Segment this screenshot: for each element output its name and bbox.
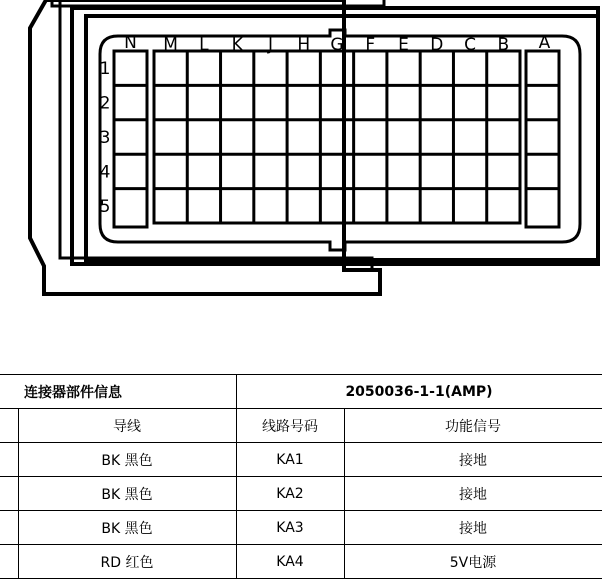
- column-label: K: [231, 35, 243, 55]
- row-label: 1: [99, 59, 111, 80]
- column-label: N: [124, 33, 137, 53]
- header-wire: 导线: [18, 409, 236, 443]
- row-label: 4: [99, 162, 111, 183]
- column-label: F: [365, 35, 376, 55]
- table-row: [0, 477, 602, 511]
- column-label: H: [297, 35, 311, 55]
- header-code: 线路号码: [236, 409, 344, 443]
- column-label: E: [398, 35, 409, 55]
- pin-grid-main: [154, 51, 520, 223]
- pin-column-a: [526, 51, 559, 227]
- table-title-row: [0, 375, 602, 409]
- code-cell: KA3: [236, 511, 344, 545]
- table-edge-cell: [0, 545, 18, 579]
- table-edge-cell: [0, 409, 18, 443]
- column-label: D: [430, 35, 444, 55]
- connector-info-table: [0, 374, 602, 579]
- function-cell: 接地: [344, 511, 602, 545]
- column-label: C: [464, 35, 477, 55]
- header-function: 功能信号: [344, 409, 602, 443]
- function-cell: 接地: [344, 477, 602, 511]
- code-cell: KA2: [236, 477, 344, 511]
- table-edge-cell: [0, 477, 18, 511]
- row-label: 5: [99, 196, 111, 217]
- table-header-row: [0, 409, 602, 443]
- wire-cell: BK 黑色: [18, 477, 236, 511]
- code-cell: KA1: [236, 443, 344, 477]
- table-row: [0, 443, 602, 477]
- column-label: L: [199, 35, 209, 55]
- column-label: M: [163, 35, 178, 55]
- table-title: 连接器部件信息: [0, 375, 236, 409]
- pin-grid: [114, 51, 559, 227]
- row-label: 2: [99, 93, 111, 114]
- connector-cavity: [100, 30, 580, 250]
- pin-column-n: [114, 51, 147, 227]
- wire-cell: BK 黑色: [18, 443, 236, 477]
- table-row: [0, 545, 602, 579]
- function-cell: 接地: [344, 443, 602, 477]
- part-number: 2050036-1-1(AMP): [236, 375, 602, 409]
- column-label: A: [538, 33, 551, 53]
- table-row: [0, 511, 602, 545]
- wire-cell: RD 红色: [18, 545, 236, 579]
- function-cell: 5V电源: [344, 545, 602, 579]
- column-label: G: [330, 35, 344, 55]
- wire-cell: BK 黑色: [18, 511, 236, 545]
- column-label: B: [497, 35, 510, 55]
- row-label: 3: [99, 128, 111, 148]
- table-edge-cell: [0, 511, 18, 545]
- column-label: J: [267, 35, 273, 55]
- code-cell: KA4: [236, 545, 344, 579]
- table-edge-cell: [0, 443, 18, 477]
